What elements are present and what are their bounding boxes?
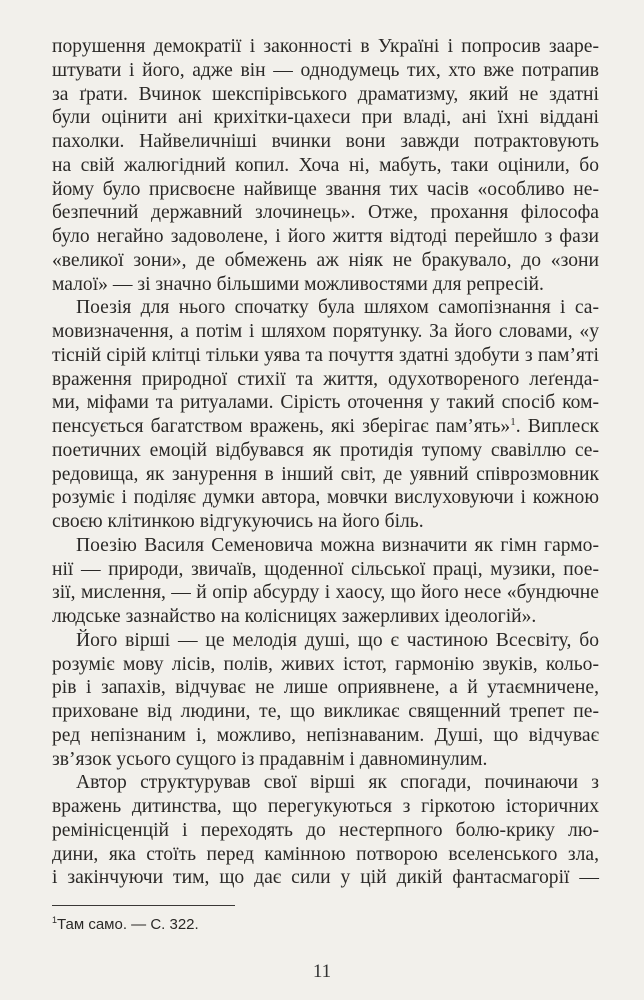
body-text	[52, 35, 599, 890]
text-segment: пенсується багатством вражень, які зберігає пам’ять»	[52, 416, 511, 437]
text-line: і закінчуючи тим, що дає сили у цій дикій фантасмагорії —	[52, 867, 599, 889]
text-line: малої» — зі значно більшими можливостями для репресій.	[52, 273, 544, 295]
text-line: Поезію Василя Семеновича можна визначити як гімн гармо-	[76, 534, 599, 556]
text-line: Поезія для нього спочатку була шляхом самопізнання і са-	[76, 297, 599, 319]
text-line: тісній сірій клітці тільки уява та почуття здатні здобути з пам’яті	[52, 344, 599, 366]
paragraph	[52, 296, 599, 534]
text-line: рів і запахів, відчуває не лише оприявнене, а й утаємничене,	[52, 677, 599, 699]
footnote-text: Там само. — С. 322.	[57, 916, 199, 933]
text-line: на свій жалюгідний копил. Хоча ні, мабуть, таки оцінили, бо	[52, 154, 599, 176]
paragraph	[52, 771, 599, 890]
paragraph	[52, 35, 599, 296]
text-line: розуміє мову лісів, полів, живих істот, гармонію звуків, кольо-	[52, 653, 599, 675]
paragraph	[52, 534, 599, 629]
text-line: «великої зони», де обмежень аж ніяк не бракувало, до «зони	[52, 249, 599, 271]
text-line: порушення демократії і законності в Україні і попросив зааре-	[52, 36, 599, 57]
text-line: редовища, як занурення в інший світ, де уявний співрозмовник	[52, 463, 599, 485]
text-line: штувати і його, адже він — однодумець тих, хто вже потрапив	[52, 59, 599, 81]
text-line: враження природної стихії та життя, одухотвореного леґенда-	[52, 368, 599, 390]
text-line: Його вірші — це мелодія душі, що є частиною Всесвіту, бо	[76, 629, 599, 651]
text-line: ред непізнаним і, можливо, непізнаваним. Душі, що відчуває	[52, 724, 599, 746]
text-line: вражень дитинства, що перегукуються з гіркотою історичних	[52, 796, 599, 817]
text-line: ми, міфами та ритуалами. Сірість оточення у такий спосіб ком-	[52, 392, 599, 414]
text-line: поетичних емоцій відбувався як протидія тупому свавіллю се-	[52, 439, 599, 461]
text-line: пахолки. Найвеличніші вчинки вони завжди потрактовують	[52, 131, 599, 152]
text-line: йому було присвоєне найвище звання тих часів «особливо не-	[52, 178, 599, 200]
text-line: мовизначення, а потім і шляхом порятунку. За його словами, «у	[52, 321, 599, 342]
text-segment: . Виплеск	[515, 416, 599, 437]
paragraph	[52, 629, 599, 772]
text-line: зв’язок усього сущого із прадавнім і давноминулим.	[52, 748, 488, 770]
text-line: за ґрати. Вчинок шекспірівського драматизму, який не здатні	[52, 83, 599, 105]
footnote-mark: 1	[52, 915, 58, 925]
text-line	[52, 415, 599, 439]
text-line: своєю клітинкою відгукуючись на його біль.	[52, 511, 424, 532]
text-line: дини, яка стоїть перед камінною потворою вселенського зла,	[52, 843, 599, 865]
text-line: зії, мислення, — й опір абсурду і хаосу, що його несе «бундючне	[52, 582, 599, 604]
text-line: розуміє і поділяє думки автора, мовчки вислуховуючи і кожною	[52, 487, 599, 509]
text-line: ремінісценцій і переходять до нестерпного болю-крику лю-	[52, 819, 599, 841]
text-line: Автор структурував свої вірші як спогади, починаючи з	[76, 772, 599, 794]
text-line: нії — природи, звичаїв, щоденної сільської праці, музики, пое-	[52, 558, 599, 580]
text-line: були оцінити ані крихітки-цахеси при владі, ані їхні віддані	[52, 107, 599, 129]
footnote	[52, 916, 199, 933]
page-number: 11	[312, 961, 332, 982]
text-line: було негайно задоволене, і його життя відтоді перейшло з фази	[52, 226, 599, 247]
footnote-reference[interactable]: 1	[510, 416, 516, 428]
text-line: безпечний державний злочинець». Отже, прохання філософа	[52, 202, 599, 224]
footnote-divider	[52, 905, 235, 906]
text-line: приховане від людини, те, що викликає священний трепет пе-	[52, 701, 599, 722]
text-line: людське зазнайство на колісницях зажерливих ідеологій».	[52, 606, 537, 627]
